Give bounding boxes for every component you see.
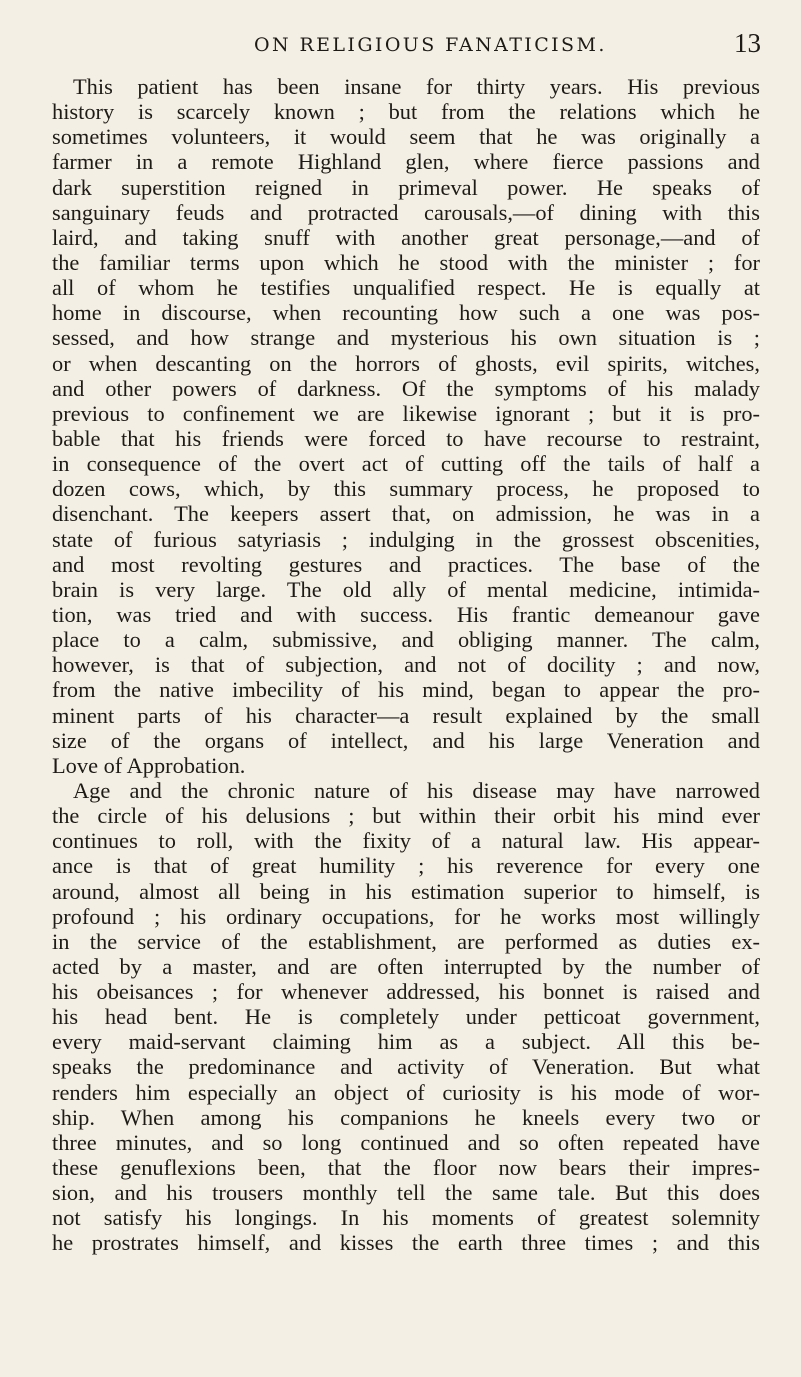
text-line: sometimes volunteers, it would seem that he was originally a [52,124,760,150]
text-line: however, is that of subjection, and not of docility ; and now, [52,652,760,678]
text-line: Love of Approbation. [52,752,246,778]
text-line: profound ; his ordinary occupations, for he works most willingly [52,903,760,929]
text-line: Age and the chronic nature of his disease may have narrowed [73,777,760,803]
text-line: acted by a master, and are often interrupted by the number of [52,953,760,979]
text-line: previous to confinement we are likewise ignorant ; but it is pro- [52,400,760,426]
text-line: This patient has been insane for thirty years. His previous [73,74,760,99]
text-line: sessed, and how strange and mysterious his own situation is ; [52,325,760,351]
text-line: and other powers of darkness. Of the symptoms of his malady [52,375,760,401]
running-title: ON RELIGIOUS FANATICISM. [254,34,607,56]
text-line: place to a calm, submissive, and obliging manner. The calm, [52,627,760,653]
text-line: all of whom he testifies unqualified respect. He is equally at [52,275,760,301]
text-line: dozen cows, which, by this summary process, he proposed to [52,476,760,502]
text-line: he prostrates himself, and kisses the earth three times ; and this [52,1230,760,1256]
text-line: state of furious satyriasis ; indulging in the grossest obscenities, [52,526,760,552]
text-line: three minutes, and so long continued and so often repeated have [52,1129,760,1155]
text-line: in the service of the establishment, are performed as duties ex- [52,928,760,954]
text-line: size of the organs of intellect, and his large Veneration and [52,727,760,753]
text-line: renders him especially an object of curiosity is his mode of wor- [52,1079,760,1105]
text-line: or when descanting on the horrors of ghosts, evil spirits, witches, [52,350,760,376]
page-number: 13 [734,28,761,58]
text-line: and most revolting gestures and practices. The base of the [52,551,760,577]
text-line: brain is very large. The old ally of mental medicine, intimida- [52,576,760,602]
text-line: around, almost all being in his estimation superior to himself, is [52,878,760,904]
body-text [52,74,760,1256]
text-line: sanguinary feuds and protracted carousals,—of dining with this [52,199,760,225]
text-line: dark superstition reigned in primeval power. He speaks of [52,174,760,200]
text-line: continues to roll, with the fixity of a natural law. His appear- [52,828,760,854]
text-line: these genuflexions been, that the floor now bears their impres- [52,1155,760,1181]
text-line: every maid-servant claiming him as a subject. All this be- [52,1029,760,1055]
text-line: his head bent. He is completely under petticoat government, [52,1004,760,1030]
text-line: ship. When among his companions he kneels every two or [52,1104,760,1130]
text-line: laird, and taking snuff with another great personage,—and of [52,224,760,250]
text-line: his obeisances ; for whenever addressed, his bonnet is raised and [52,979,760,1005]
text-line: speaks the predominance and activity of Veneration. But what [52,1054,760,1080]
text-line: bable that his friends were forced to have recourse to restraint, [52,425,760,451]
text-line: home in discourse, when recounting how such a one was pos- [52,300,760,326]
text-line: farmer in a remote Highland glen, where fierce passions and [52,149,760,175]
text-line: not satisfy his longings. In his moments of greatest solemnity [52,1205,760,1231]
text-line: the familiar terms upon which he stood with the minister ; for [52,249,760,275]
text-line: sion, and his trousers monthly tell the same tale. But this does [52,1180,760,1206]
text-line: minent parts of his character—a result explained by the small [52,702,760,728]
text-line: the circle of his delusions ; but within their orbit his mind ever [52,803,760,829]
text-line: from the native imbecility of his mind, began to appear the pro- [52,677,760,703]
text-line: tion, was tried and with success. His frantic demeanour gave [52,601,760,627]
running-head [0,28,801,64]
text-line: ance is that of great humility ; his reverence for every one [52,853,760,879]
text-line: disenchant. The keepers assert that, on admission, he was in a [52,501,760,527]
text-line: history is scarcely known ; but from the relations which he [52,99,760,125]
text-line: in consequence of the overt act of cutting off the tails of half a [52,451,760,477]
